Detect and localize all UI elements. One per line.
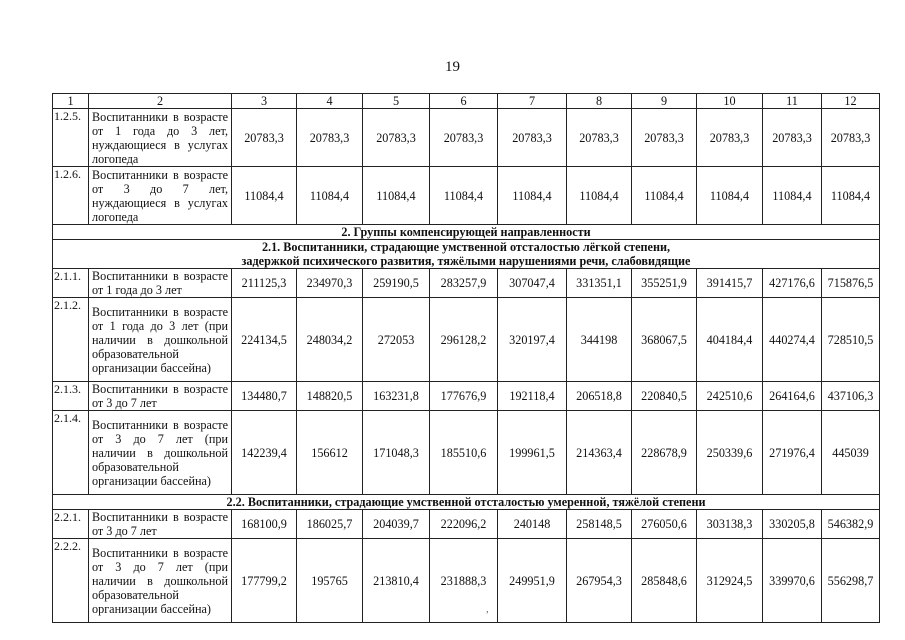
row-label: Воспитанники в возрасте от 3 до 7 лет, нуждающиеся в услугах логопеда	[89, 167, 232, 225]
value-cell: 11084,4	[632, 167, 697, 225]
value-cell: 163231,8	[363, 382, 430, 411]
value-cell: 330205,8	[763, 510, 822, 539]
value-cell: 427176,6	[763, 269, 822, 298]
value-cell: 206518,8	[567, 382, 632, 411]
value-cell: 271976,4	[763, 411, 822, 495]
value-cell: 296128,2	[430, 298, 498, 382]
value-cell: 148820,5	[297, 382, 363, 411]
value-cell: 20783,3	[822, 109, 880, 167]
column-header: 4	[297, 94, 363, 109]
value-cell: 134480,7	[232, 382, 297, 411]
value-cell: 11084,4	[297, 167, 363, 225]
section-title	[53, 495, 880, 510]
value-cell: 312924,5	[697, 539, 763, 623]
value-cell: 11084,4	[763, 167, 822, 225]
value-cell: 11084,4	[232, 167, 297, 225]
section-title	[53, 225, 880, 240]
value-cell: 240148	[498, 510, 567, 539]
value-cell: 283257,9	[430, 269, 498, 298]
value-cell: 264164,6	[763, 382, 822, 411]
row-code: 2.1.1.	[53, 269, 89, 298]
value-cell: 250339,6	[697, 411, 763, 495]
table-row	[53, 510, 880, 539]
value-cell: 20783,3	[363, 109, 430, 167]
value-cell: 20783,3	[430, 109, 498, 167]
column-header: 1	[53, 94, 89, 109]
value-cell: 231888,3	[430, 539, 498, 623]
value-cell: 234970,3	[297, 269, 363, 298]
section-title-line: 2. Группы компенсирующей направленности	[341, 225, 591, 239]
row-code: 1.2.5.	[53, 109, 89, 167]
value-cell: 195765	[297, 539, 363, 623]
column-header: 8	[567, 94, 632, 109]
value-cell: 303138,3	[697, 510, 763, 539]
value-cell: 11084,4	[363, 167, 430, 225]
row-label: Воспитанники в возрасте от 1 года до 3 лет (при наличии в дошкольной образовательной организации бассейна)	[89, 298, 232, 382]
value-cell: 267954,3	[567, 539, 632, 623]
value-cell: 171048,3	[363, 411, 430, 495]
value-cell: 213810,4	[363, 539, 430, 623]
column-header: 9	[632, 94, 697, 109]
value-cell: 546382,9	[822, 510, 880, 539]
row-label: Воспитанники в возрасте от 3 до 7 лет	[89, 382, 232, 411]
row-code: 2.1.4.	[53, 411, 89, 495]
section-title-line: задержкой психического развития, тяжёлыми нарушениями речи, слабовидящие	[241, 254, 691, 268]
value-cell: 20783,3	[297, 109, 363, 167]
value-cell: 168100,9	[232, 510, 297, 539]
value-cell: 214363,4	[567, 411, 632, 495]
row-label: Воспитанники в возрасте от 1 года до 3 лет	[89, 269, 232, 298]
table-row	[53, 167, 880, 225]
value-cell: 249951,9	[498, 539, 567, 623]
table-row	[53, 539, 880, 623]
value-cell: 222096,2	[430, 510, 498, 539]
column-header: 5	[363, 94, 430, 109]
value-cell: 186025,7	[297, 510, 363, 539]
row-label: Воспитанники в возрасте от 1 года до 3 лет, нуждающиеся в услугах логопеда	[89, 109, 232, 167]
row-code: 2.1.3.	[53, 382, 89, 411]
table-row	[53, 298, 880, 382]
value-cell: 437106,3	[822, 382, 880, 411]
value-cell: 272053	[363, 298, 430, 382]
value-cell: 715876,5	[822, 269, 880, 298]
value-cell: 404184,4	[697, 298, 763, 382]
value-cell: 192118,4	[498, 382, 567, 411]
row-label: Воспитанники в возрасте от 3 до 7 лет	[89, 510, 232, 539]
value-cell: 20783,3	[498, 109, 567, 167]
value-cell: 11084,4	[697, 167, 763, 225]
value-cell: 11084,4	[822, 167, 880, 225]
value-cell: 228678,9	[632, 411, 697, 495]
value-cell: 556298,7	[822, 539, 880, 623]
section-title-line: 2.2. Воспитанники, страдающие умственной отсталостью умеренной, тяжёлой степени	[226, 495, 706, 509]
value-cell: 276050,6	[632, 510, 697, 539]
value-cell: 20783,3	[697, 109, 763, 167]
table-row	[53, 269, 880, 298]
table-row	[53, 109, 880, 167]
value-cell: 224134,5	[232, 298, 297, 382]
value-cell: 20783,3	[567, 109, 632, 167]
column-header: 6	[430, 94, 498, 109]
value-cell: 368067,5	[632, 298, 697, 382]
table-row	[53, 382, 880, 411]
column-header: 7	[498, 94, 567, 109]
scan-mark: ,	[486, 603, 489, 615]
tariff-table	[52, 93, 880, 623]
value-cell: 339970,6	[763, 539, 822, 623]
value-cell: 355251,9	[632, 269, 697, 298]
value-cell: 391415,7	[697, 269, 763, 298]
value-cell: 259190,5	[363, 269, 430, 298]
section-row	[53, 240, 880, 269]
value-cell: 220840,5	[632, 382, 697, 411]
section-title-line: 2.1. Воспитанники, страдающие умственной отсталостью лёгкой степени,	[261, 240, 671, 254]
section-title	[53, 240, 880, 269]
value-cell: 142239,4	[232, 411, 297, 495]
row-label: Воспитанники в возрасте от 3 до 7 лет (при наличии в дошкольной образовательной организации бассейна)	[89, 539, 232, 623]
value-cell: 11084,4	[567, 167, 632, 225]
header-row	[53, 94, 880, 109]
value-cell: 242510,6	[697, 382, 763, 411]
value-cell: 445039	[822, 411, 880, 495]
value-cell: 320197,4	[498, 298, 567, 382]
value-cell: 11084,4	[430, 167, 498, 225]
value-cell: 177799,2	[232, 539, 297, 623]
value-cell: 440274,4	[763, 298, 822, 382]
value-cell: 728510,5	[822, 298, 880, 382]
column-header: 10	[697, 94, 763, 109]
column-header: 3	[232, 94, 297, 109]
value-cell: 211125,3	[232, 269, 297, 298]
row-code: 2.2.1.	[53, 510, 89, 539]
value-cell: 331351,1	[567, 269, 632, 298]
value-cell: 156612	[297, 411, 363, 495]
value-cell: 20783,3	[232, 109, 297, 167]
value-cell: 177676,9	[430, 382, 498, 411]
value-cell: 204039,7	[363, 510, 430, 539]
value-cell: 344198	[567, 298, 632, 382]
row-code: 2.1.2.	[53, 298, 89, 382]
value-cell: 20783,3	[763, 109, 822, 167]
value-cell: 199961,5	[498, 411, 567, 495]
value-cell: 285848,6	[632, 539, 697, 623]
column-header: 12	[822, 94, 880, 109]
table-row	[53, 411, 880, 495]
column-header: 2	[89, 94, 232, 109]
page-number: 19	[445, 59, 460, 75]
value-cell: 20783,3	[632, 109, 697, 167]
row-label: Воспитанники в возрасте от 3 до 7 лет (при наличии в дошкольной образовательной организации бассейна)	[89, 411, 232, 495]
row-code: 2.2.2.	[53, 539, 89, 623]
section-row	[53, 225, 880, 240]
row-code: 1.2.6.	[53, 167, 89, 225]
value-cell: 307047,4	[498, 269, 567, 298]
section-row	[53, 495, 880, 510]
value-cell: 258148,5	[567, 510, 632, 539]
value-cell: 248034,2	[297, 298, 363, 382]
value-cell: 185510,6	[430, 411, 498, 495]
value-cell: 11084,4	[498, 167, 567, 225]
column-header: 11	[763, 94, 822, 109]
